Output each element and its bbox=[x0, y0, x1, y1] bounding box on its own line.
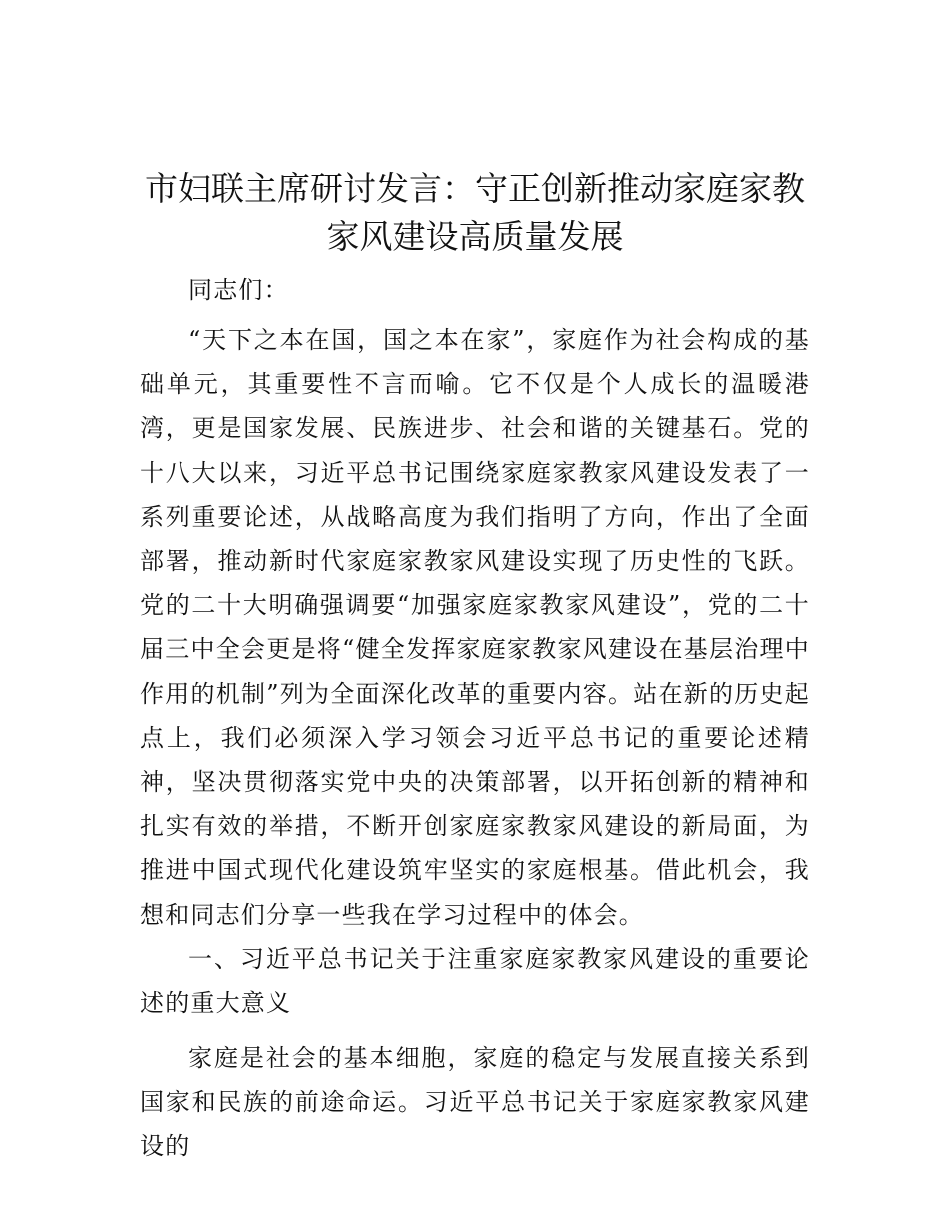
section-heading: 一、习近平总书记关于注重家庭家教家风建设的重要论述的重大意义 bbox=[140, 945, 810, 1018]
body-paragraph: 家庭是社会的基本细胞，家庭的稳定与发展直接关系到国家和民族的前途命运。习近平总书记关于家庭家教家风建设的 bbox=[140, 1044, 810, 1161]
body-paragraph: “天下之本在国，国之本在家”，家庭作为社会构成的基础单元，其重要性不言而喻。它不仅是个人成长的温暖港湾，更是国家发展、民族进步、社会和谐的关键基石。党的十八大以来，习近平总书记围绕家庭家教家风建设发表了一系列重要论述，从战略高度为我们指明了方向，作出了全面部署，推动新时代家庭家教家风建设实现了历史性的飞跃。党的二十大明确强调要“加强家庭家教家风建设”，党的二十届三中全会更是将“健全发挥家庭家教家风建设在基层治理中作用的机制”列为全面深化改革的重要内容。站在新的历史起点上，我们必须深入学习领会习近平总书记的重要论述精神，坚决贯彻落实党中央的决策部署，以开拓创新的精神和扎实有效的举措，不断开创家庭家教家风建设的新局面，为推进中国式现代化建设筑牢坚实的家庭根基。借此机会，我想和同志们分享一些我在学习过程中的体会。 bbox=[140, 326, 810, 929]
salutation: 同志们： bbox=[188, 276, 289, 304]
title-line-1: 市妇联主席研讨发言：守正创新推动家庭家教 bbox=[145, 169, 805, 208]
document-title bbox=[140, 165, 810, 261]
title-line-2: 家风建设高质量发展 bbox=[326, 217, 624, 256]
